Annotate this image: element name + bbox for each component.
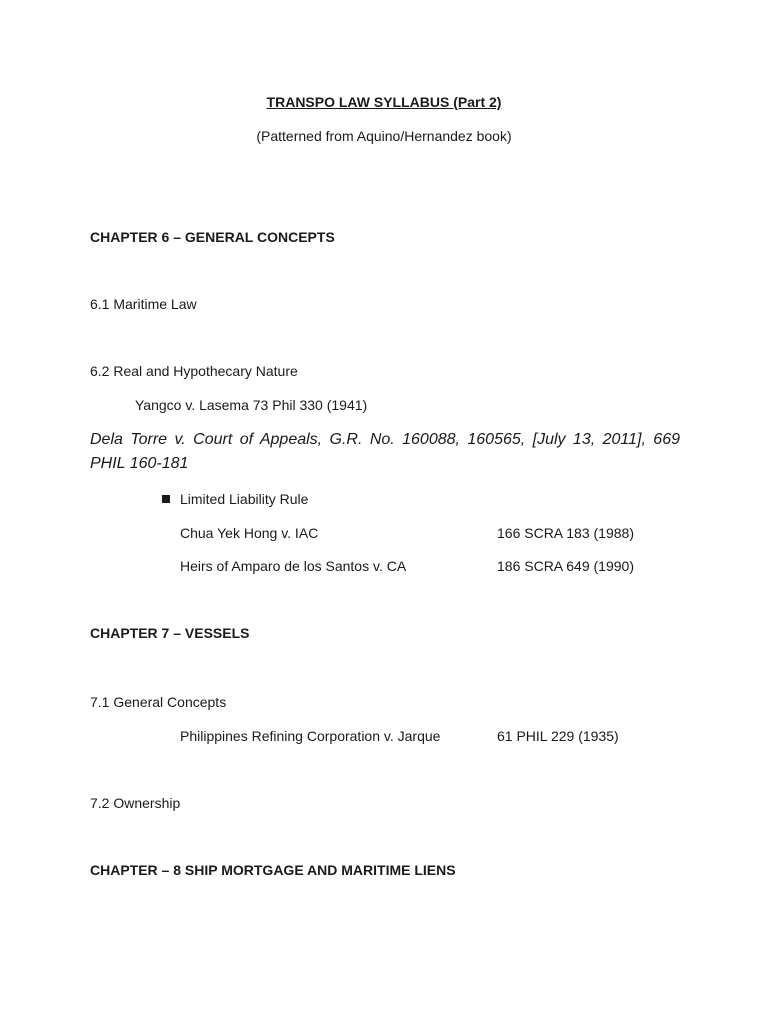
- case-row: [0, 524, 768, 542]
- case-row: [0, 557, 768, 575]
- section-7-2: 7.2 Ownership: [90, 795, 181, 811]
- section-6-1: 6.1 Maritime Law: [90, 296, 197, 312]
- bullet-label: Limited Liability Rule: [180, 491, 309, 507]
- square-bullet-icon: [162, 495, 170, 503]
- section-6-2: 6.2 Real and Hypothecary Nature: [90, 363, 298, 379]
- case-citation: 166 SCRA 183 (1988): [497, 525, 634, 541]
- section-7-1: 7.1 General Concepts: [90, 694, 227, 710]
- document-title: TRANSPO LAW SYLLABUS (Part 2): [266, 94, 502, 110]
- case-name: Chua Yek Hong v. IAC: [180, 525, 319, 541]
- case-name: Philippines Refining Corporation v. Jarque: [180, 728, 441, 744]
- case-citation: 61 PHIL 229 (1935): [497, 728, 619, 744]
- chapter-8-heading: CHAPTER – 8 SHIP MORTGAGE AND MARITIME LIENS: [90, 862, 456, 878]
- chapter-6-heading: CHAPTER 6 – GENERAL CONCEPTS: [90, 229, 335, 245]
- chapter-7-heading: CHAPTER 7 – VESSELS: [90, 625, 250, 641]
- document-subtitle: (Patterned from Aquino/Hernandez book): [256, 128, 512, 144]
- case-row: [0, 727, 768, 745]
- case-name: Heirs of Amparo de los Santos v. CA: [180, 558, 407, 574]
- limited-liability-bullet-item: [162, 490, 308, 508]
- case-dela-torre: Dela Torre v. Court of Appeals, G.R. No. 160088, 160565, [July 13, 2011], 669 PHIL 160-181: [90, 431, 680, 472]
- case-citation: 186 SCRA 649 (1990): [497, 558, 634, 574]
- case-yangco: Yangco v. Lasema 73 Phil 330 (1941): [135, 397, 368, 413]
